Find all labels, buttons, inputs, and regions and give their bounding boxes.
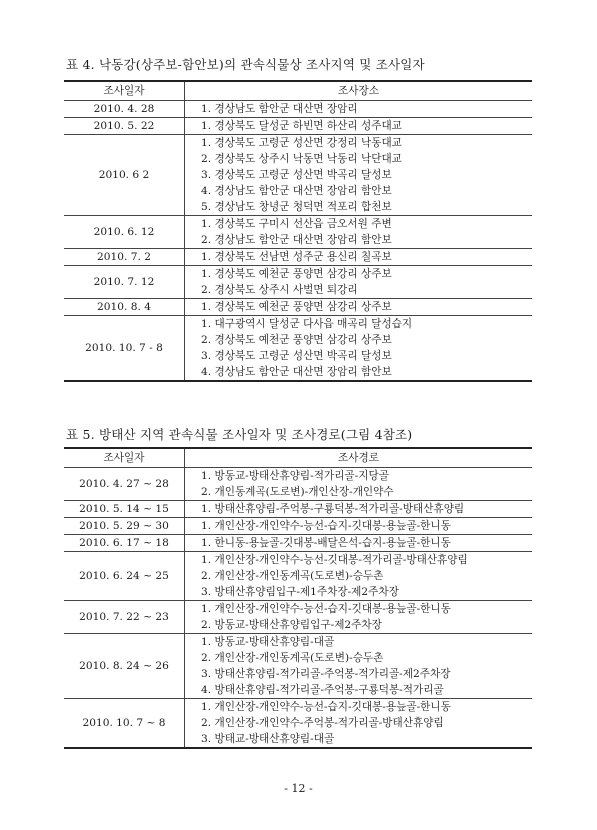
table4-location-line: 2. 경상남도 함안군 대산면 장암리 함안보 [201, 234, 392, 246]
table4-date-cell: 2010. 7. 2 [64, 249, 185, 266]
table4-date-cell: 2010. 4. 28 [64, 101, 185, 118]
table5-location-cell [185, 552, 533, 601]
table4-survey-sites [64, 80, 532, 382]
table5-date-cell: 2010. 6. 24 ~ 25 [64, 552, 185, 601]
table5-date-cell: 2010. 6. 17 ~ 18 [64, 535, 185, 552]
table5-location-line: 2. 개인산장-개인약수-주억봉-적가리골-방태산휴양림 [201, 717, 444, 729]
table5-location-line: 1. 개인산장-개인약수-능선-깃대봉-적가리골-방태산휴양림 [201, 554, 468, 566]
table5-row [64, 552, 532, 601]
table4-location-cell [185, 135, 533, 216]
table5-location-line: 1. 방동교-방태산휴양림-적가리골-지당골 [201, 470, 389, 482]
table4-header-date: 조사일자 [64, 81, 185, 101]
table4-row [64, 101, 532, 118]
table4-row [64, 118, 532, 135]
table5-location-cell [185, 634, 533, 699]
table4-location-line: 5. 경상남도 창녕군 청덕면 적포리 합천보 [201, 201, 392, 213]
table4-location-line: 3. 경상북도 고령군 성산면 박곡리 달성보 [201, 169, 392, 181]
table5-location-cell [185, 468, 533, 501]
table5-date-cell: 2010. 5. 29 ~ 30 [64, 518, 185, 535]
table4-header-location: 조사장소 [185, 81, 533, 101]
table4-header-row [64, 81, 532, 101]
table4-location-line: 2. 경상북도 예천군 풍양면 삼강리 상주보 [201, 334, 392, 346]
table5-caption: 표 5. 방태산 지역 관속식물 조사일자 및 조사경로(그림 4참조) [66, 427, 413, 442]
table4-location-line: 1. 경상남도 함안군 대산면 장암리 [201, 103, 358, 115]
table4-location-cell [185, 101, 533, 118]
page-number: - 12 - [284, 782, 313, 795]
table5-location-line: 1. 개인산장-개인약수-능선-습지-깃대봉-용늪골-한니동 [201, 701, 451, 713]
table4-date-cell: 2010. 7. 12 [64, 266, 185, 299]
table5-header-route: 조사경로 [185, 448, 533, 468]
table5-row [64, 518, 532, 535]
table4-location-line: 4. 경상남도 함안군 대산면 장암리 함안보 [201, 185, 392, 197]
table4-location-cell [185, 266, 533, 299]
table5-location-cell [185, 601, 533, 634]
table4-row [64, 316, 532, 382]
table4-row [64, 135, 532, 216]
table5-date-cell: 2010. 8. 24 ~ 26 [64, 634, 185, 699]
table4-date-cell: 2010. 8. 4 [64, 299, 185, 316]
table4-date-cell: 2010. 6 2 [64, 135, 185, 216]
table5-location-line: 3. 방태산휴양림-적가리골-주억봉-적가리골-제2주차장 [201, 668, 451, 680]
table5-location-line: 4. 방태산휴양림-적가리골-주억봉-구룡덕봉-적가리골 [201, 684, 444, 696]
table5-location-line: 3. 방태산휴양림입구-제1주차장-제2주차장 [201, 586, 399, 598]
table4-location-line: 1. 경상북도 예천군 풍양면 삼강리 상주보 [201, 268, 392, 280]
table4-location-line: 2. 경상북도 상주시 사벌면 퇴강리 [201, 284, 358, 296]
table4-location-line: 1. 대구광역시 달성군 다사읍 매곡리 달성습지 [201, 318, 413, 330]
table4-location-cell [185, 316, 533, 382]
table5-location-cell [185, 518, 533, 535]
table4-location-cell [185, 299, 533, 316]
table4-row [64, 266, 532, 299]
table5-location-cell [185, 699, 533, 749]
table5-location-line: 2. 개인동계곡(도로변)-개인산장-개인약수 [201, 486, 394, 498]
table5-header-date: 조사일자 [64, 448, 185, 468]
table5-row [64, 501, 532, 518]
table5-location-cell [185, 501, 533, 518]
table5-header-row [64, 448, 532, 468]
table4-row [64, 299, 532, 316]
table5-location-cell [185, 535, 533, 552]
table4-location-line: 1. 경상북도 고령군 성산면 강정리 낙동대교 [201, 137, 402, 149]
table4-location-line: 2. 경상북도 상주시 낙동면 낙동리 낙단대교 [201, 153, 402, 165]
table5-row [64, 535, 532, 552]
table5-row [64, 699, 532, 749]
table5-date-cell: 2010. 5. 14 ~ 15 [64, 501, 185, 518]
table4-location-cell [185, 118, 533, 135]
table4-location-line: 4. 경상남도 함안군 대산면 장암리 함안보 [201, 366, 392, 378]
table4-caption: 표 4. 낙동강(상주보-함안보)의 관속식물상 조사지역 및 조사일자 [66, 57, 425, 72]
table5-date-cell: 2010. 7. 22 ~ 23 [64, 601, 185, 634]
table4-date-cell: 2010. 6. 12 [64, 216, 185, 249]
table5-row [64, 468, 532, 501]
table5-location-line: 3. 방태교-방태산휴양림-대골 [201, 733, 335, 745]
table5-row [64, 634, 532, 699]
table5-row [64, 601, 532, 634]
table4-row [64, 249, 532, 266]
table5-location-line: 2. 개인산장-개인동계곡(도로변)-승두촌 [201, 570, 384, 582]
table4-location-line: 1. 경상북도 구미시 선산읍 금오서원 주변 [201, 218, 392, 230]
table5-date-cell: 2010. 4. 27 ~ 28 [64, 468, 185, 501]
table5-location-line: 1. 방동교-방태산휴양림-대골 [201, 636, 335, 648]
table4-location-line: 1. 경상북도 예천군 풍양면 삼강리 상주보 [201, 301, 392, 313]
table5-date-cell: 2010. 10. 7 ~ 8 [64, 699, 185, 749]
table5-location-line: 1. 방태산휴양림-주억봉-구룡덕봉-적가리골-방태산휴양림 [201, 503, 465, 515]
table5-location-line: 1. 개인산장-개인약수-능선-습지-깃대봉-용늪골-한니동 [201, 603, 451, 615]
table4-row [64, 216, 532, 249]
table4-location-cell [185, 216, 533, 249]
table4-location-line: 1. 경상북도 선남면 성주군 용신리 칠곡보 [201, 251, 392, 263]
table5-location-line: 1. 개인산장-개인약수-능선-습지-깃대봉-용늪골-한니동 [201, 520, 451, 532]
table5-location-line: 2. 개인산장-개인동계곡(도로변)-승두촌 [201, 652, 384, 664]
table5-location-line: 1. 한니동-용늪골-깃대봉-배달은석-습지-용늪골-한니동 [201, 537, 451, 549]
table5-location-line: 2. 방동교-방태산휴양림입구-제2주차장 [201, 619, 382, 631]
table4-location-line: 3. 경상북도 고령군 성산면 박곡리 달성보 [201, 350, 392, 362]
table5-survey-routes [64, 447, 532, 749]
table4-location-line: 1. 경상북도 달성군 하빈면 하산리 성주대교 [201, 120, 402, 132]
table4-date-cell: 2010. 10. 7 - 8 [64, 316, 185, 382]
table4-location-cell [185, 249, 533, 266]
table4-date-cell: 2010. 5. 22 [64, 118, 185, 135]
